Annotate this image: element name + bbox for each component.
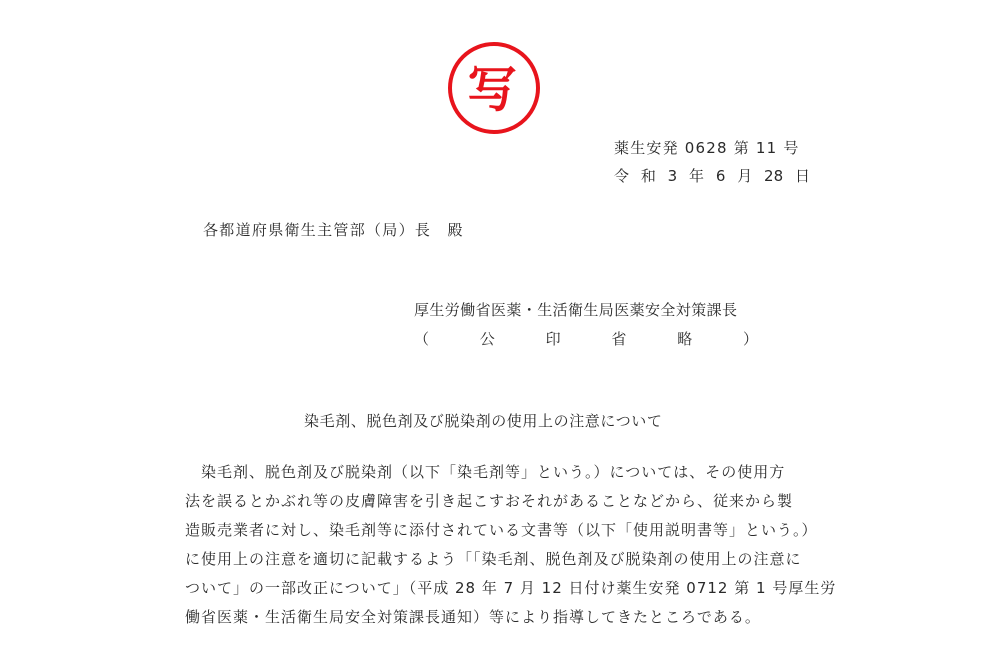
body-line: 染毛剤、脱色剤及び脱染剤（以下「染毛剤等」という。）については、その使用方	[185, 463, 786, 481]
sender-title: 厚生労働省医薬・生活衛生局医薬安全対策課長	[414, 301, 738, 319]
addressee: 各都道府県衛生主管部（局）長 殿	[203, 221, 464, 239]
date-part: 月	[737, 167, 753, 185]
date-part: 28	[764, 167, 784, 185]
body-line: ついて」の一部改正について」（平成 28 年 7 月 12 日付け薬生安発 0712 第 1 号厚生労	[185, 579, 837, 597]
date-part: 日	[794, 167, 810, 185]
date-part: 年	[689, 167, 705, 185]
date-part: 6	[715, 167, 726, 185]
svg-text:写: 写	[467, 60, 517, 119]
seal-part: （	[414, 330, 430, 348]
document-reference-number: 薬生安発 0628 第 11 号	[614, 139, 800, 157]
body-line: に使用上の注意を適切に記載するよう「「染毛剤、脱色剤及び脱染剤の使用上の注意に	[185, 550, 802, 568]
seal-omitted-note	[414, 329, 758, 349]
seal-part: 略	[677, 330, 693, 348]
date-part: 和	[640, 167, 656, 185]
copy-stamp-icon	[448, 42, 540, 134]
date-part: 令	[614, 167, 630, 185]
stamp-glyph-icon	[452, 46, 536, 130]
seal-part: 印	[545, 330, 561, 348]
seal-part: 省	[611, 330, 627, 348]
seal-part: 公	[479, 330, 495, 348]
seal-part: ）	[742, 330, 758, 348]
document-date	[614, 166, 810, 186]
body-line: 働省医薬・生活衛生局安全対策課長通知）等により指導してきたところである。	[185, 608, 761, 626]
date-part: 3	[667, 167, 678, 185]
body-line: 造販売業者に対し、染毛剤等に添付されている文書等（以下「使用説明書等」という。）	[185, 521, 818, 539]
document-title: 染毛剤、脱色剤及び脱染剤の使用上の注意について	[304, 412, 663, 430]
body-line: 法を誤るとかぶれ等の皮膚障害を引き起こすおそれがあることなどから、従来から製	[185, 492, 794, 510]
